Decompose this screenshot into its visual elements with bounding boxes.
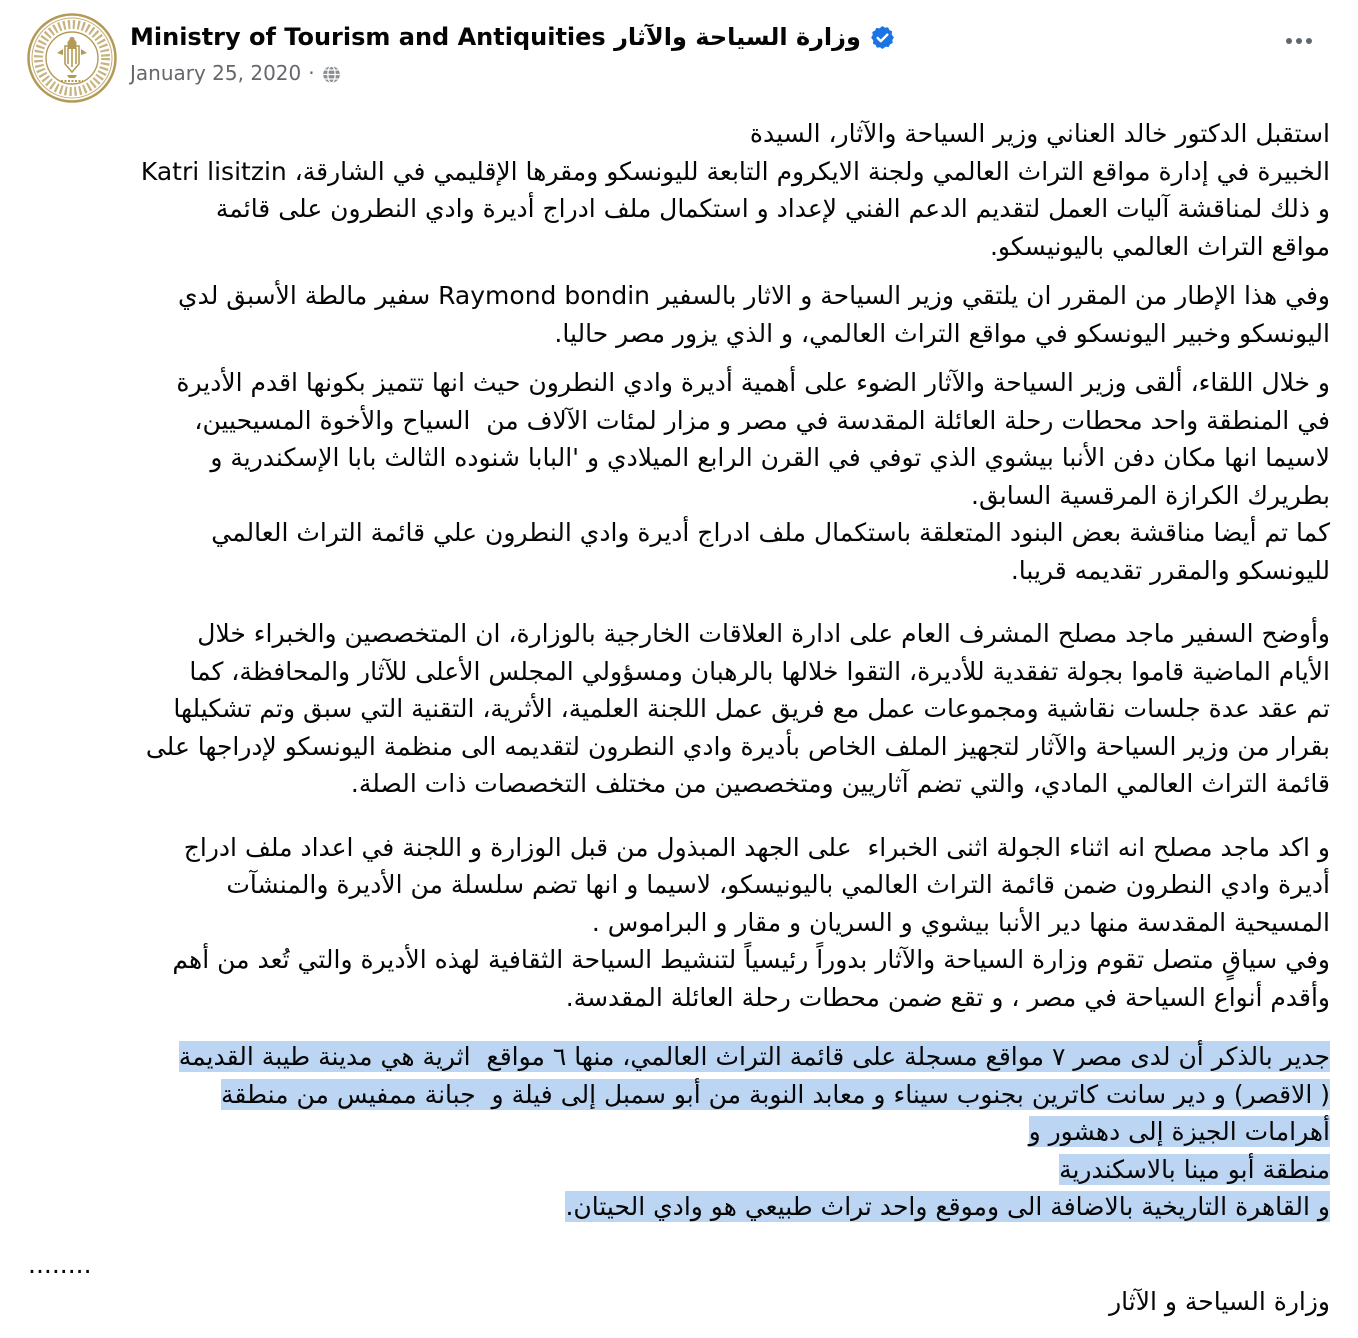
post-line: استقبل الدكتور خالد العناني وزير السياحة والآثار، السيدة (749, 119, 1330, 148)
three-dots-icon[interactable] (1280, 32, 1318, 50)
post-line (28, 1151, 1330, 1189)
post-paragraph (28, 615, 1330, 803)
post-line: المسيحية المقدسة منها دير الأنبا بيشوي و السريان و مقار و البراموس . (591, 907, 1330, 937)
post-paragraph (28, 364, 1330, 514)
post-line: بقرار من وزير السياحة والآثار لتجهيز الملف الخاص بأديرة وادي النطرون لتقديمه الى منظمة اليونسكو لإدراجها على (145, 731, 1330, 761)
highlighted-text: أهرامات الجيزة إلى دهشور و (1028, 1117, 1330, 1146)
post-line: لاسيما انها مكان دفن الأنبا بيشوي الذي توفي في القرن الرابع الميلادي و 'البابا شنوده الثالث بابا الإسكندرية و (210, 443, 1330, 472)
post-paragraph (28, 277, 1330, 352)
highlighted-text: و القاهرة التاريخية بالاضافة الى وموقع واحد تراث طبيعي هو وادي الحيتان. (565, 1192, 1330, 1221)
post-line: وأوضح السفير ماجد مصلح المشرف العام على ادارة العلاقات الخارجية بالوزارة، ان المتخصصين والخبراء خلال (197, 619, 1330, 648)
post-line (28, 1076, 1330, 1114)
post-line: و ذلك لمناقشة آليات العمل لتقديم الدعم الفني لإعداد و استكمال ملف ادراج أديرة وادي النطرون على قائمة (215, 194, 1330, 223)
post-meta (130, 61, 895, 85)
post-paragraph (28, 514, 1330, 589)
post-line: ........ (28, 1249, 92, 1279)
meta-separator: · (308, 61, 315, 85)
page-name[interactable]: Ministry of Tourism and Antiquities وزارة السياحة والآثار (130, 23, 861, 51)
post-line: وأقدم أنواع السياحة في مصر ، و تقع ضمن محطات رحلة العائلة المقدسة. (565, 982, 1330, 1012)
highlighted-text: جدير بالذكر أن لدى مصر ٧ مواقع مسجلة على قائمة التراث العالمي، منها ٦ مواقع اثرية هي مدينة طيبة القديمة (178, 1042, 1330, 1071)
post-line: وفي سياقٍ متصل تقوم وزارة السياحة والآثار بدوراً رئيسياً لتنشيط السياحة الثقافية لهذه الأديرة والتي تُعد من أهم (172, 945, 1330, 974)
globe-icon (322, 65, 341, 84)
post-line: مواقع التراث العالمي باليونيسكو. (989, 231, 1330, 261)
post-line: كما تم أيضا مناقشة بعض البنود المتعلقة باستكمال ملف ادراج أديرة وادي النطرون علي قائمة التراث العالمي (211, 518, 1330, 547)
post-line: لليونسكو والمقرر تقديمه قريبا. (1010, 555, 1330, 585)
post-line: في المنطقة واحد محطات رحلة العائلة المقدسة في مصر و مزار لمئات الآلاف من السياح والأخوة المسيحيين، (194, 405, 1330, 435)
post-header (0, 0, 1358, 103)
post-line: و خلال اللقاء، ألقى وزير السياحة والآثار الضوء على أهمية أديرة وادي النطرون حيث انها تتميز بكونها اقدم الأديرة (176, 368, 1330, 397)
post-paragraph (28, 115, 1330, 265)
post-line: الخبيرة في إدارة مواقع التراث العالمي ولجنة الايكروم التابعة لليونسكو ومقرها الإقليمي في الشارقة، Katri lisitzin (140, 156, 1330, 186)
post-paragraph (28, 829, 1330, 942)
ministry-logo-icon (27, 13, 117, 103)
page-avatar[interactable] (27, 13, 117, 103)
post-paragraph (28, 1246, 1330, 1284)
post-line: الأيام الماضية قاموا بجولة تفقدية للأديرة، التقوا خلالها بالرهبان ومسؤولي المجلس الأعلى للآثار والمحافظة، كما (189, 656, 1330, 686)
post-timestamp[interactable]: January 25, 2020 (130, 61, 302, 85)
verified-badge-icon (870, 25, 895, 50)
post-line (28, 1038, 1330, 1076)
post-line: وفي هذا الإطار من المقرر ان يلتقي وزير السياحة و الاثار بالسفير Raymond bondin سفير مالطة الأسبق لدي (178, 281, 1330, 310)
post-line: قائمة التراث العالمي المادي، والتي تضم آثاريين ومتخصصين من مختلف التخصصات ذات الصلة. (350, 769, 1330, 798)
post-line: تم عقد عدة جلسات نقاشية ومجموعات عمل مع فريق عمل اللجنة العلمية، الأثرية، التقنية التي سبق وتم تشكيلها (173, 694, 1330, 723)
post-line: اليونسكو وخبير اليونسكو في مواقع التراث العالمي، و الذي يزور مصر حاليا. (554, 318, 1330, 348)
post-paragraph (28, 941, 1330, 1016)
highlighted-text: ( الاقصر) و دير سانت كاترين بجنوب سيناء و معابد النوبة من أبو سمبل إلى فيلة و جبانة ممفيس من منطقة (221, 1079, 1330, 1109)
post-text (0, 103, 1358, 1321)
highlighted-text: منطقة أبو مينا بالاسكندرية (1059, 1154, 1330, 1184)
post-line: أديرة وادي النطرون ضمن قائمة التراث العالمي باليونيسكو، لاسيما و انها تضم سلسلة من الأديرة والمنشآت (226, 870, 1330, 899)
post-line: بطريرك الكرازة المرقسية السابق. (971, 480, 1330, 510)
header-text (130, 13, 895, 85)
post-signature-line: وزارة السياحة و الآثار (1109, 1287, 1330, 1316)
post-line (28, 1188, 1330, 1226)
post-paragraph (28, 1283, 1330, 1321)
post-line: و اكد ماجد مصلح انه اثناء الجولة اثنى الخبراء على الجهد المبذول من قبل الوزارة و اللجنة في اعداد ملف ادراج (183, 832, 1330, 862)
post-line (28, 1113, 1330, 1151)
post-paragraph-highlighted (28, 1038, 1330, 1226)
